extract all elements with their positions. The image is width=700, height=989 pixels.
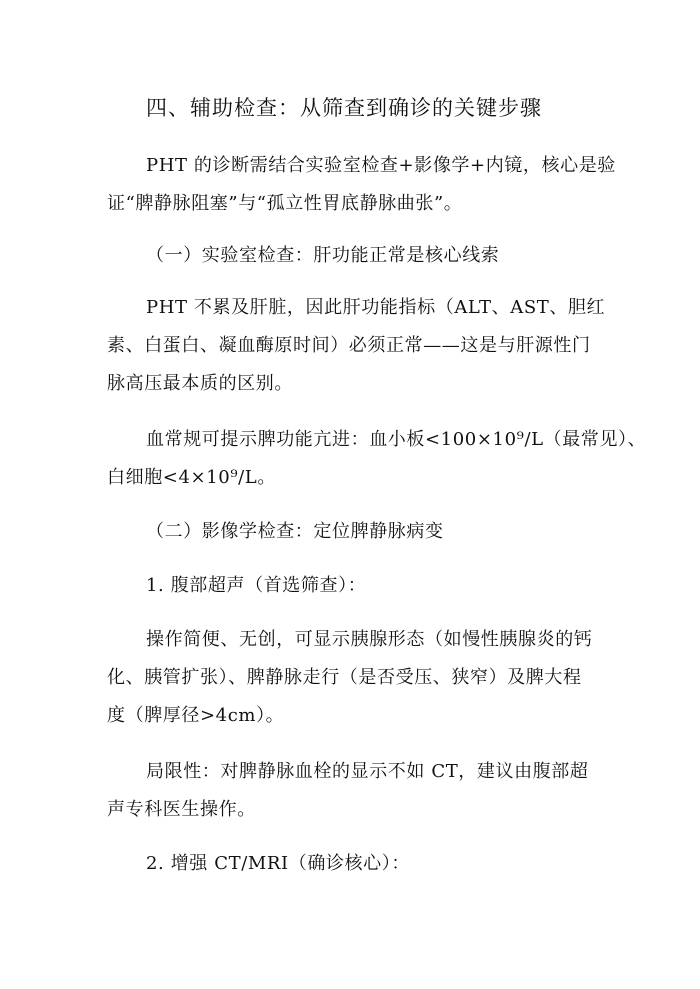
lab-para1-line-3: 脉高压最本质的区别。 — [107, 373, 293, 394]
ultrasound-para2-line-2: 声专科医生操作。 — [107, 799, 256, 820]
ultrasound-item-title: 1. 腹部超声（首选筛查）： — [146, 575, 367, 596]
imaging-section-title: （二）影像学检查：定位脾静脉病变 — [146, 521, 444, 542]
ultrasound-para2-line-1: 局限性：对脾静脉血栓的显示不如 CT，建议由腹部超 — [146, 761, 589, 782]
ct-mri-item-title: 2. 增强 CT/MRI（确诊核心）： — [146, 853, 410, 874]
lab-para2-line-2: 白细胞<4×10⁹/L。 — [107, 467, 276, 488]
lab-section-title: （一）实验室检查：肝功能正常是核心线索 — [146, 245, 500, 266]
lab-para1-line-1: PHT 不累及肝脏，因此肝功能指标（ALT、AST、胆红 — [146, 297, 606, 318]
ultrasound-para1-line-3: 度（脾厚径>4cm）。 — [107, 705, 285, 726]
lab-para1-line-2: 素、白蛋白、凝血酶原时间）必须正常——这是与肝源性门 — [107, 335, 591, 356]
ultrasound-para1-line-1: 操作简便、无创，可显示胰腺形态（如慢性胰腺炎的钙 — [146, 629, 593, 650]
section-heading: 四、辅助检查：从筛查到确诊的关键步骤 — [146, 96, 542, 120]
lab-para2-line-1: 血常规可提示脾功能亢进：血小板<100×10⁹/L（最常见）、 — [146, 429, 647, 450]
intro-line-1: PHT 的诊断需结合实验室检查+影像学+内镜，核心是验 — [146, 155, 616, 176]
intro-line-2: 证“脾静脉阻塞”与“孤立性胃底静脉曲张”。 — [107, 193, 463, 214]
ultrasound-para1-line-2: 化、胰管扩张）、脾静脉走行（是否受压、狭窄）及脾大程 — [107, 667, 582, 688]
